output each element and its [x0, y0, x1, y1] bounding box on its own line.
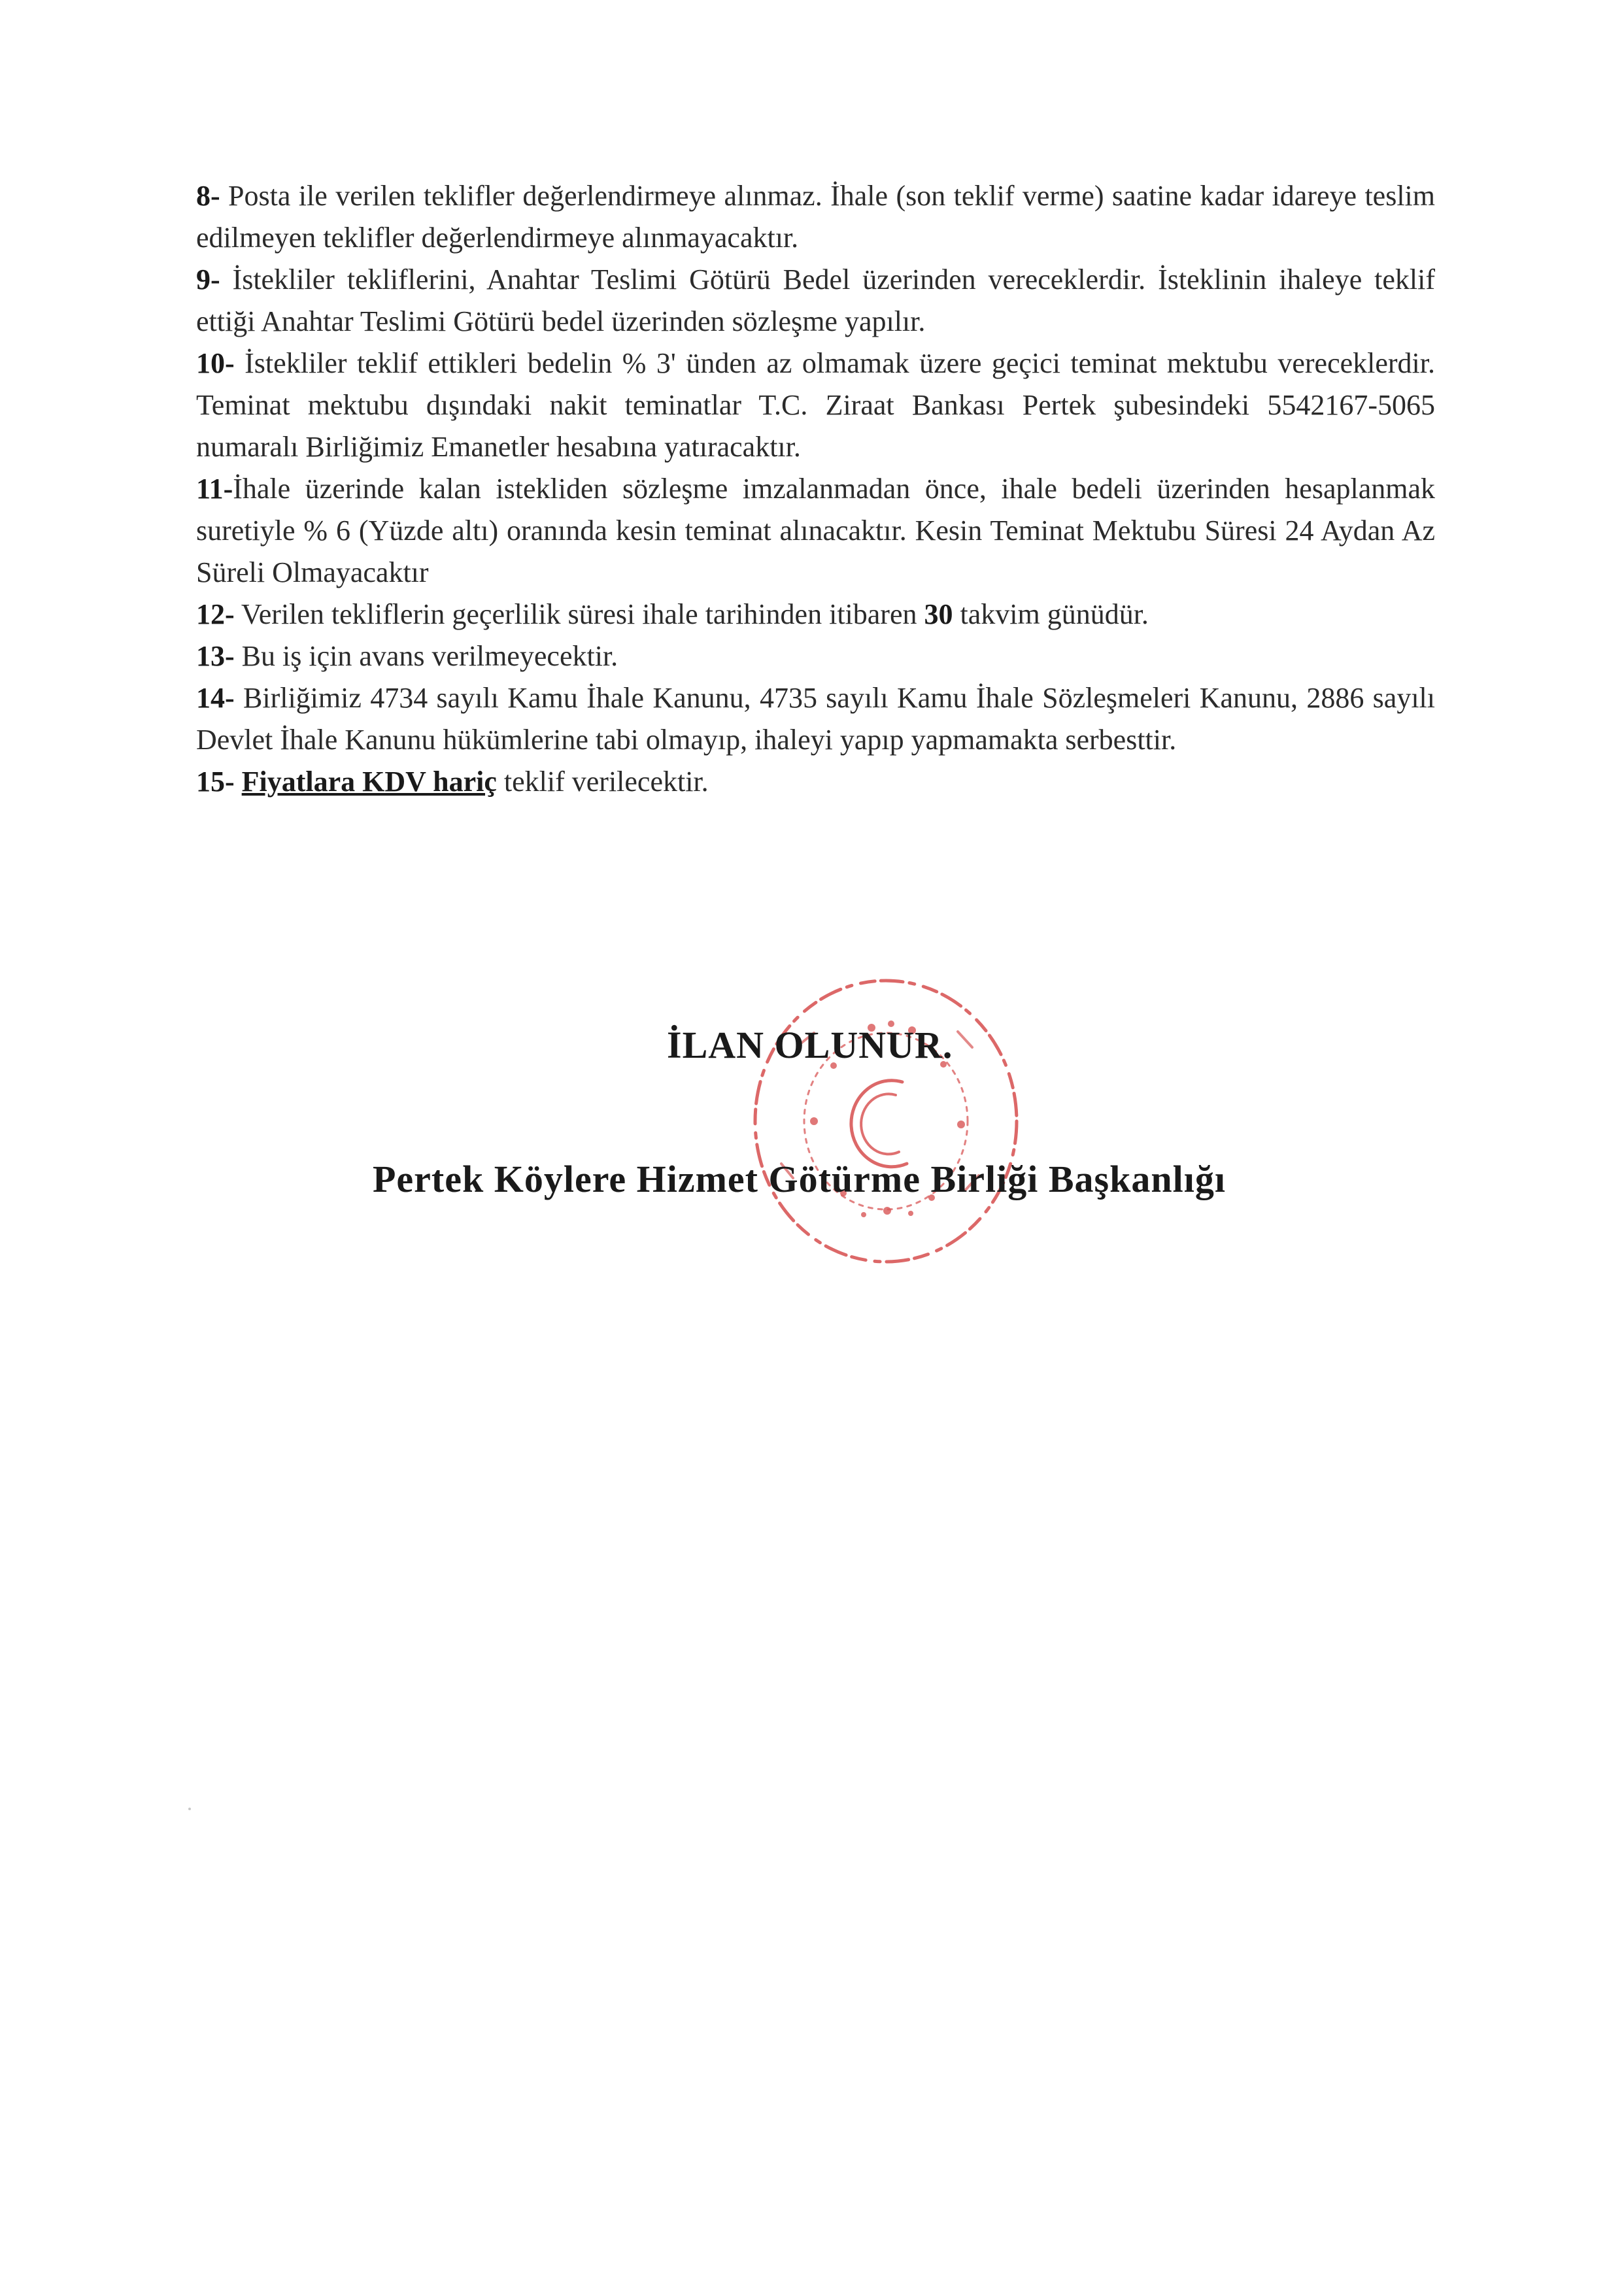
clause-text: İhale üzerinde kalan istekliden sözleşme imzalanmadan önce, ihale bedeli üzerinden hesaplanmak suretiyle % 6 (Yüzde altı) oranında kesin teminat alınacaktır. Kesin Teminat Mektubu Süresi 24 Aydan Az Süreli Olmayacaktır — [196, 473, 1435, 588]
clause-9 — [196, 259, 1435, 343]
clause-text: İstekliler tekliflerini, Anahtar Teslimi Götürü Bedel üzerinden vereceklerdir. İsteklinin ihaleye teklif ettiği Anahtar Teslimi Götürü bedel üzerinden sözleşme yapılır. — [196, 263, 1435, 337]
clause-13 — [196, 635, 1435, 677]
clause-text: Birliğimiz 4734 sayılı Kamu İhale Kanunu, 4735 sayılı Kamu İhale Sözleşmeleri Kanunu, 2886 sayılı Devlet İhale Kanunu hükümlerine tabi olmayıp, ihaleyi yapıp yapmamakta serbesttir. — [196, 682, 1435, 756]
official-seal-stamp — [736, 968, 1036, 1275]
clause-12 — [196, 594, 1435, 635]
clause-text: İstekliler teklif ettikleri bedelin % 3' ünden az olmamak üzere geçici teminat mektubu vereceklerdir. Teminat mektubu dışındaki nakit teminatlar T.C. Ziraat Bankası Pertek şubesindeki 5542167-5065 numaralı Birliğimiz Emanetler hesabına yatıracaktır. — [196, 347, 1435, 463]
clause-number: 15- — [196, 766, 235, 798]
clause-number: 11- — [196, 473, 233, 505]
clause-number: 9- — [196, 263, 220, 295]
tender-clauses — [196, 175, 1435, 803]
clause-text-end: teklif verilecektir. — [496, 766, 709, 798]
clause-text: Posta ile verilen teklifler değerlendirmeye alınmaz. İhale (son teklif verme) saatine kadar idareye teslim edilmeyen teklifler değerlendirmeye alınmayacaktır. — [196, 180, 1435, 254]
validity-days: 30 — [924, 598, 953, 630]
clause-text-end: takvim günüdür. — [953, 598, 1149, 630]
issuing-authority: Pertek Köylere Hizmet Götürme Birliği Başkanlığı — [373, 1158, 1226, 1200]
vat-excluded-note: Fiyatlara KDV hariç — [241, 766, 497, 798]
clause-15 — [196, 761, 1435, 803]
scan-speck — [188, 1808, 191, 1810]
clause-11 — [196, 468, 1435, 594]
clause-number: 13- — [196, 640, 235, 672]
clause-number: 10- — [196, 347, 235, 379]
clause-number: 8- — [196, 180, 220, 212]
clause-text: Verilen tekliflerin geçerlilik süresi ihale tarihinden itibaren — [234, 598, 924, 630]
clause-14 — [196, 677, 1435, 761]
clause-number: 14- — [196, 682, 235, 714]
announcement-heading: İLAN OLUNUR. — [667, 1024, 953, 1066]
clause-number: 12- — [196, 598, 235, 630]
clause-10 — [196, 343, 1435, 468]
clause-8 — [196, 175, 1435, 259]
clause-text: Bu iş için avans verilmeyecektir. — [234, 640, 618, 672]
